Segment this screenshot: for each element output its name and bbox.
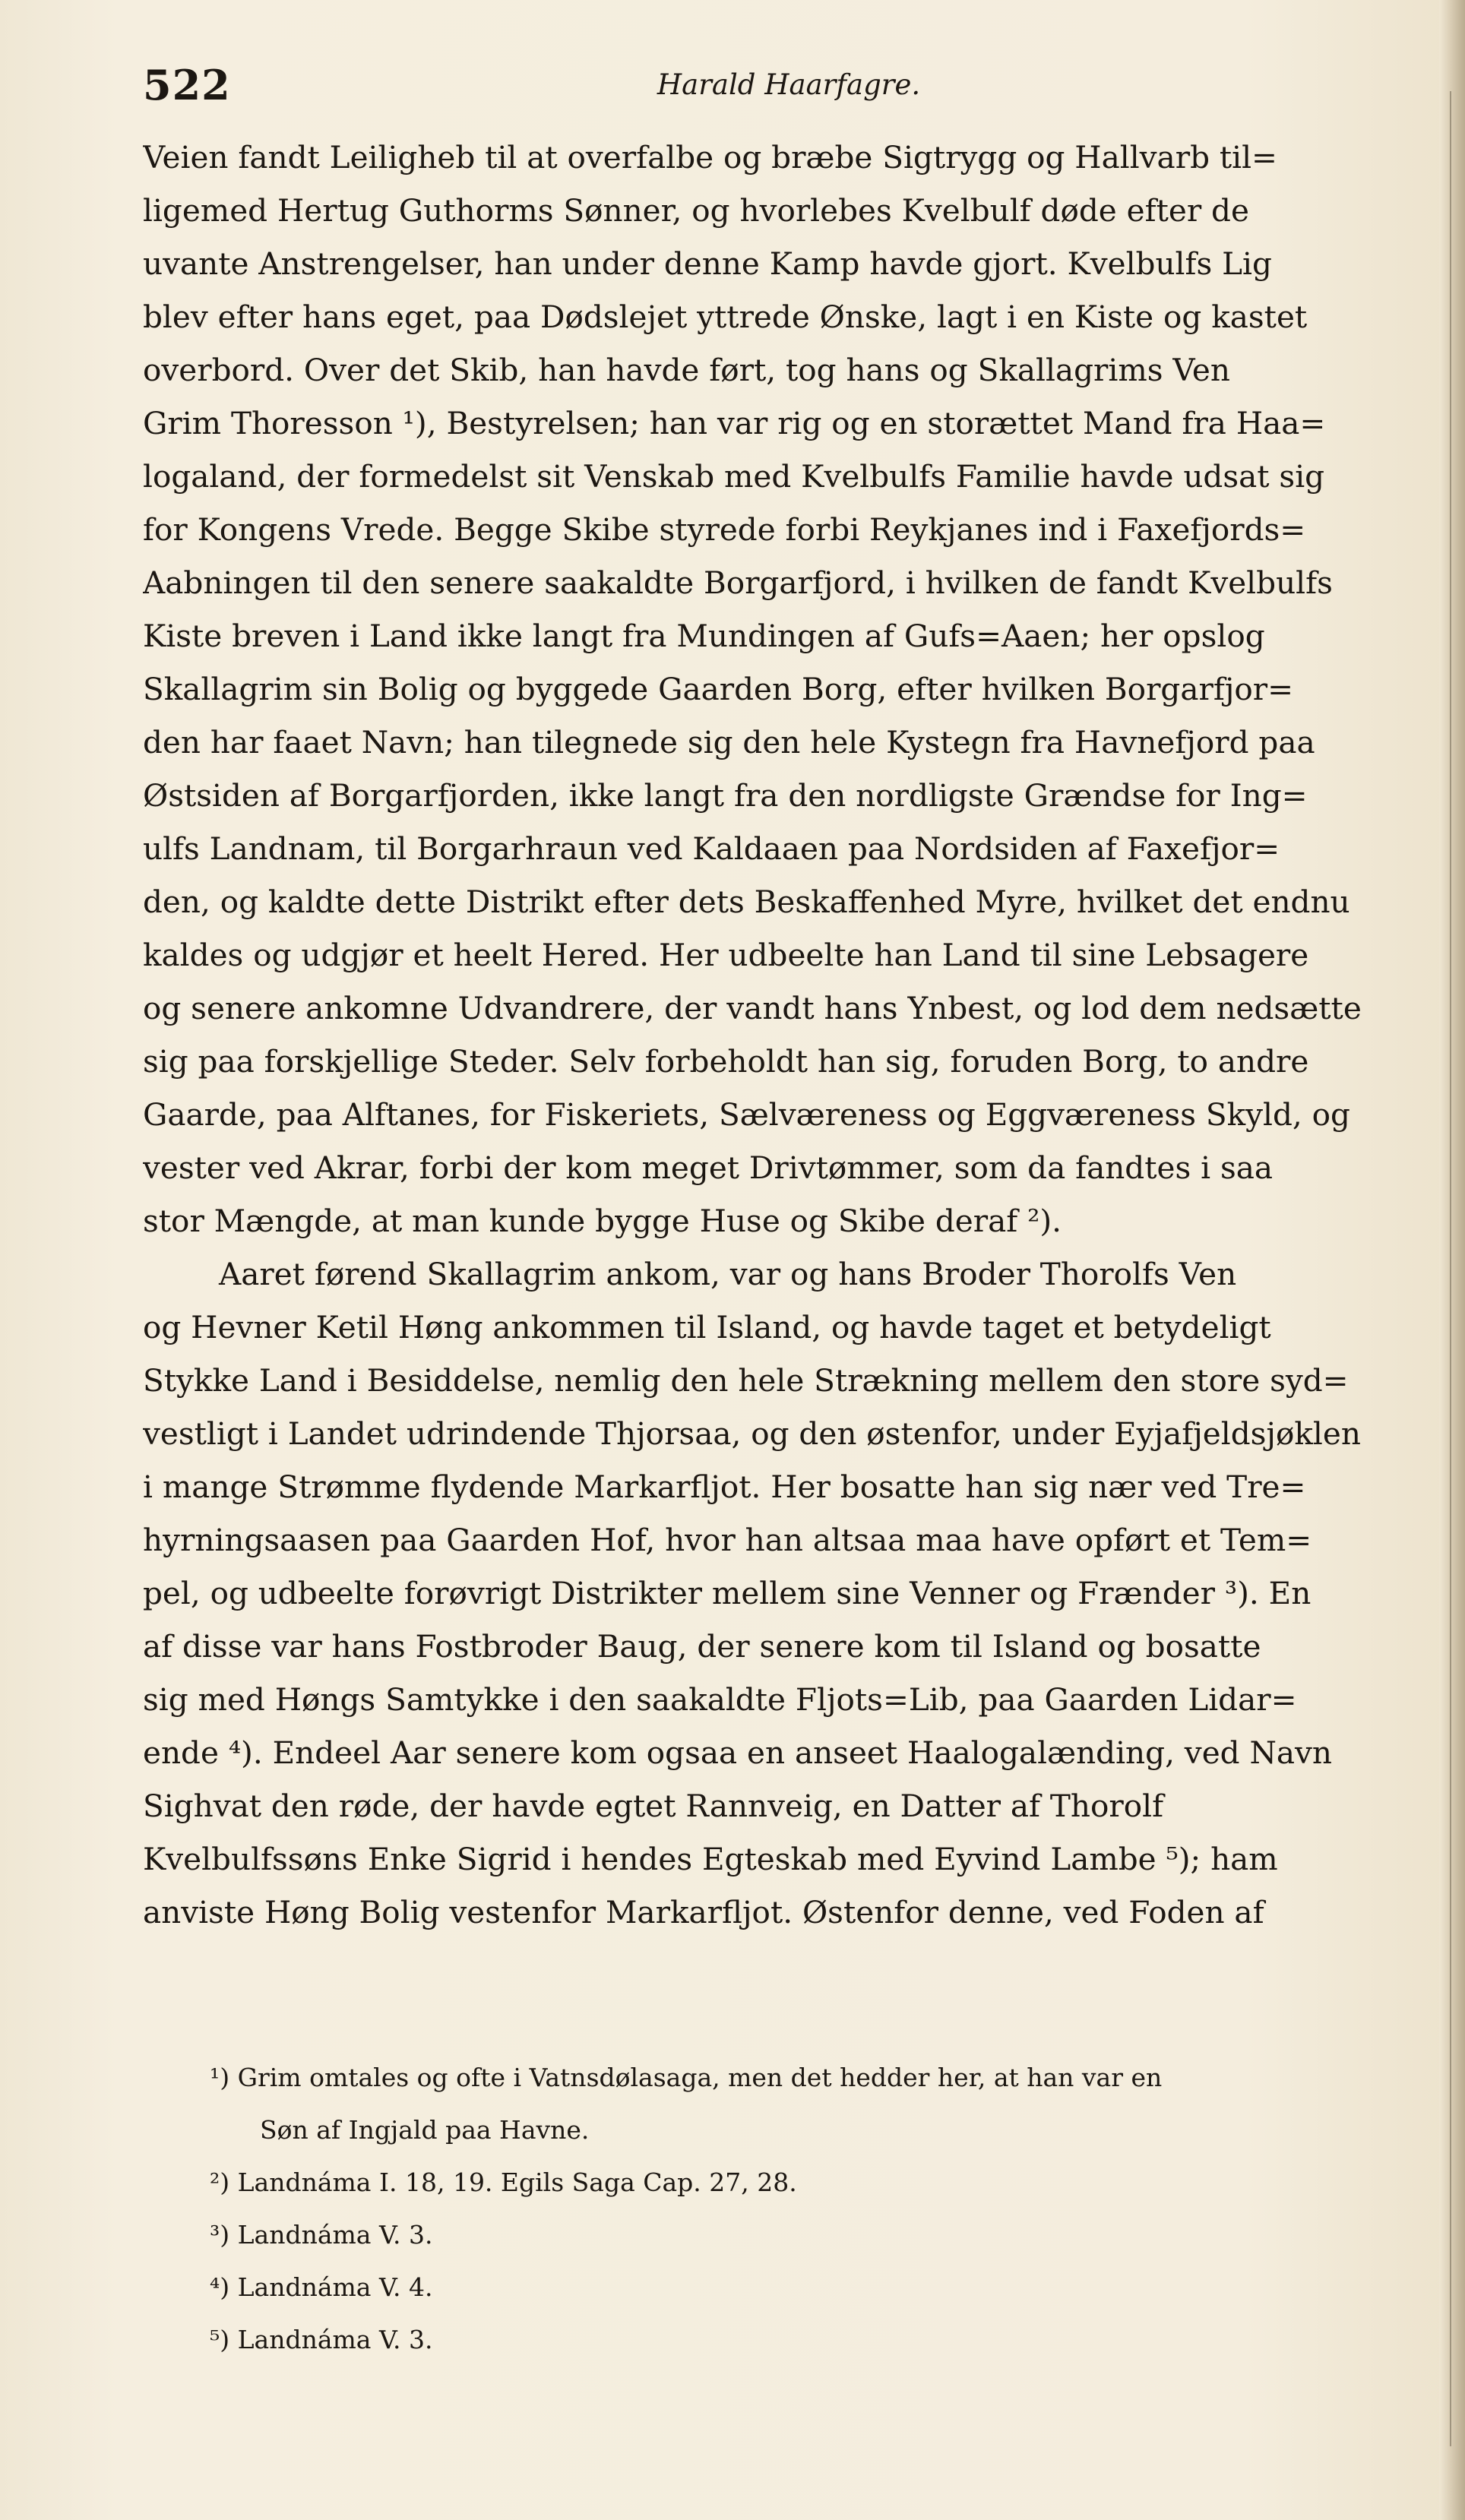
text-line: blev efter hans eget, paa Dødslejet yttrede Ønske, lagt i en Kiste og kastet bbox=[143, 299, 1308, 335]
text-line: Sighvat den røde, der havde egtet Rannveig, en Datter af Thorolf bbox=[143, 1788, 1164, 1824]
text-line: uvante Anstrengelser, han under denne Kamp havde gjort. Kvelbulfs Lig bbox=[143, 245, 1272, 282]
running-title: Harald Haarfagre. bbox=[657, 68, 921, 101]
footnotes bbox=[210, 2051, 1441, 2366]
footnote-marker: ³) bbox=[210, 2220, 230, 2250]
footnote-1 bbox=[210, 2051, 1441, 2104]
footnote-text: Søn af Ingjald paa Havne. bbox=[260, 2115, 590, 2145]
text-line: Gaarde, paa Alftanes, for Fiskeriets, Sælværeness og Eggværeness Skyld, og bbox=[143, 1096, 1350, 1133]
footnote-5 bbox=[210, 2313, 1441, 2366]
footnote-text: Landnáma I. 18, 19. Egils Saga Cap. 27, 28. bbox=[237, 2167, 797, 2197]
text-line: ende ⁴). Endeel Aar senere kom ogsaa en anseet Haalogalænding, ved Navn bbox=[143, 1734, 1333, 1771]
footnote-marker: ⁵) bbox=[210, 2325, 230, 2354]
text-line: for Kongens Vrede. Begge Skibe styrede forbi Reykjanes ind i Faxefjords= bbox=[143, 511, 1306, 548]
text-line: logaland, der formedelst sit Venskab med Kvelbulfs Familie havde udsat sig bbox=[143, 458, 1325, 495]
text-line: og senere ankomne Udvandrere, der vandt hans Ynbest, og lod dem nedsætte bbox=[143, 990, 1362, 1026]
text-line: af disse var hans Fostbroder Baug, der senere kom til Island og bosatte bbox=[143, 1628, 1261, 1665]
body-text bbox=[143, 131, 1446, 1939]
text-line: Veien fandt Leiligheb til at overfalbe og bræbe Sigtrygg og Hallvarb til= bbox=[143, 139, 1277, 175]
text-line: Grim Thoresson ¹), Bestyrelsen; han var rig og en storættet Mand fra Haa= bbox=[143, 405, 1326, 441]
text-line: pel, og udbeelte forøvrigt Distrikter mellem sine Venner og Frænder ³). En bbox=[143, 1575, 1312, 1611]
footnote-4 bbox=[210, 2261, 1441, 2313]
text-line: den har faaet Navn; han tilegnede sig den hele Kystegn fra Havnefjord paa bbox=[143, 724, 1315, 760]
page-header bbox=[143, 61, 1427, 115]
footnote-text: Grim omtales og ofte i Vatnsdølasaga, men det hedder her, at han var en bbox=[237, 2063, 1163, 2092]
footnote-marker: ⁴) bbox=[210, 2272, 230, 2302]
footnote-1-continuation bbox=[210, 2104, 1441, 2156]
text-line: Kvelbulfssøns Enke Sigrid i hendes Egteskab med Eyvind Lambe ⁵); ham bbox=[143, 1841, 1278, 1877]
text-line: og Hevner Ketil Høng ankommen til Island, og havde taget et betydeligt bbox=[143, 1309, 1271, 1345]
text-line: kaldes og udgjør et heelt Hered. Her udbeelte han Land til sine Lebsagere bbox=[143, 937, 1309, 973]
footnote-text: Landnáma V. 3. bbox=[237, 2325, 433, 2354]
text-line: ligemed Hertug Guthorms Sønner, og hvorlebes Kvelbulf døde efter de bbox=[143, 192, 1249, 229]
footnote-text: Landnáma V. 3. bbox=[237, 2220, 433, 2250]
text-line: sig med Høngs Samtykke i den saakaldte Fljots=Lib, paa Gaarden Lidar= bbox=[143, 1681, 1297, 1718]
text-line: ulfs Landnam, til Borgarhraun ved Kaldaaen paa Nordsiden af Faxefjor= bbox=[143, 830, 1280, 867]
text-line: vestligt i Landet udrindende Thjorsaa, og den østenfor, under Eyjafjeldsjøklen bbox=[143, 1415, 1361, 1452]
footnote-text: Landnáma V. 4. bbox=[237, 2272, 433, 2302]
footnote-marker: ²) bbox=[210, 2167, 230, 2197]
text-line: den, og kaldte dette Distrikt efter dets Beskaffenhed Myre, hvilket det endnu bbox=[143, 884, 1350, 920]
text-line: vester ved Akrar, forbi der kom meget Drivtømmer, som da fandtes i saa bbox=[143, 1149, 1274, 1186]
text-line: hyrningsaasen paa Gaarden Hof, hvor han altsaa maa have opført et Tem= bbox=[143, 1522, 1312, 1558]
page-number: 522 bbox=[143, 61, 231, 109]
text-line: stor Mængde, at man kunde bygge Huse og Skibe deraf ²). bbox=[143, 1203, 1062, 1239]
text-line: i mange Strømme flydende Markarfljot. Her bosatte han sig nær ved Tre= bbox=[143, 1469, 1306, 1505]
paragraph-start-line: Aaret førend Skallagrim ankom, var og hans Broder Thorolfs Ven bbox=[219, 1256, 1237, 1292]
text-line: Stykke Land i Besiddelse, nemlig den hele Strækning mellem den store syd= bbox=[143, 1362, 1349, 1399]
text-line: Østsiden af Borgarfjorden, ikke langt fra den nordligste Grændse for Ing= bbox=[143, 777, 1308, 814]
text-line: Aabningen til den senere saakaldte Borgarfjord, i hvilken de fandt Kvelbulfs bbox=[143, 564, 1333, 601]
text-line: sig paa forskjellige Steder. Selv forbeholdt han sig, foruden Borg, to andre bbox=[143, 1043, 1309, 1080]
footnote-marker: ¹) bbox=[210, 2063, 230, 2092]
text-line: Skallagrim sin Bolig og byggede Gaarden Borg, efter hvilken Borgarfjor= bbox=[143, 671, 1294, 707]
text-line: overbord. Over det Skib, han havde ført, tog hans og Skallagrims Ven bbox=[143, 352, 1230, 388]
footnote-3 bbox=[210, 2209, 1441, 2261]
text-line: Kiste breven i Land ikke langt fra Mundingen af Gufs=Aaen; her opslog bbox=[143, 618, 1265, 654]
page-edge-line bbox=[1450, 91, 1451, 2446]
text-line: anviste Høng Bolig vestenfor Markarfljot. Østenfor denne, ved Foden af bbox=[143, 1894, 1264, 1930]
footnote-2 bbox=[210, 2156, 1441, 2209]
